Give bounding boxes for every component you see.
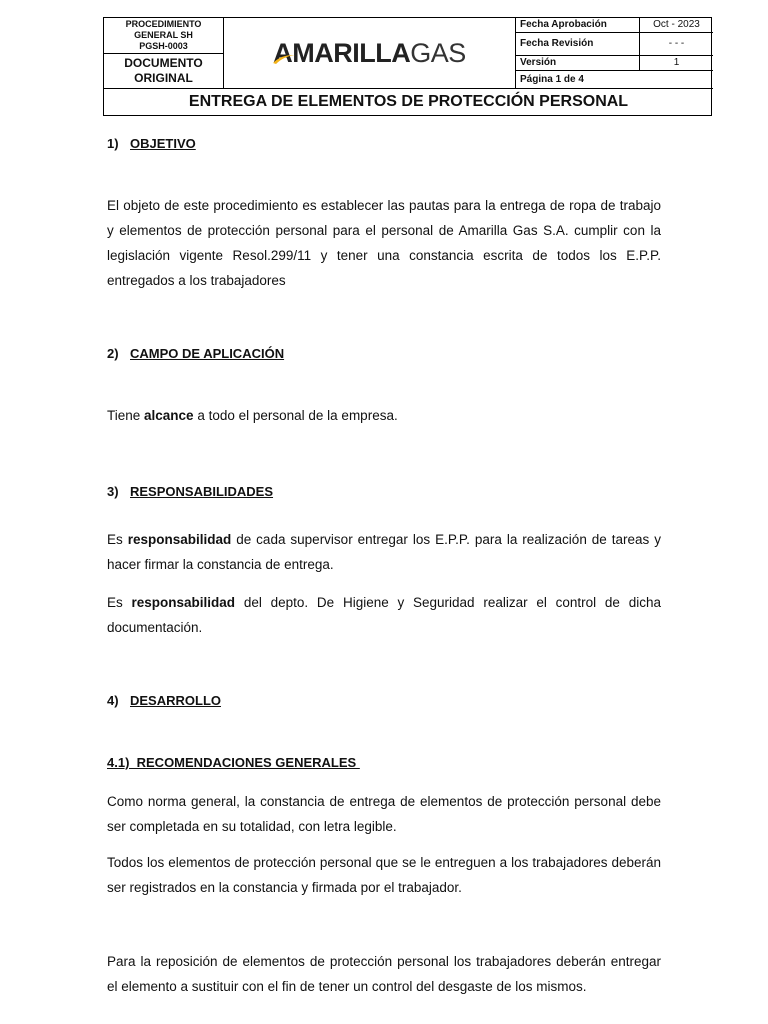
recomendaciones-paragraph-3: Para la reposición de elementos de protección personal los trabajadores deberán entregar el elemento a sustituir con el fin de tener un control del desgaste de los mismos. (107, 954, 661, 994)
recomendaciones-paragraph-1: Como norma general, la constancia de entrega de elementos de protección personal debe ser completada en su totalidad, con letra legible. (107, 794, 661, 834)
section-heading-desarrollo (107, 693, 221, 708)
section-title: CAMPO DE APLICACIÓN (130, 346, 285, 361)
logo-text-light: GAS (410, 37, 466, 68)
section-title: OBJETIVO (130, 136, 196, 151)
objetivo-paragraph: El objeto de este procedimiento es establecer las pautas para la entrega de ropa de trabajo y elementos de protección personal para el personal de Amarilla Gas S.A. cumplir con la legislación vigente Resol.299/11 y tener una constancia escrita de todos los E.P.P. entregados a los trabajadores (107, 198, 661, 288)
campo-paragraph (107, 403, 661, 428)
logo-wordmark (273, 37, 466, 68)
section-number: 2) (107, 346, 119, 361)
approval-date-value: Oct - 2023 (640, 18, 713, 33)
section-number: 4) (107, 693, 119, 708)
version-label: Versión (516, 56, 640, 71)
text-run: Tiene (107, 408, 145, 423)
bold-term: responsabilidad (131, 595, 236, 610)
text-run: del depto. De Higiene y Seguridad realizar el control de dicha documentación. (107, 595, 661, 635)
section-number: 1) (107, 136, 119, 151)
procedure-line-3: PGSH-0003 (139, 41, 188, 51)
section-title: RESPONSABILIDADES (130, 484, 274, 499)
section-title: DESARROLLO (130, 693, 221, 708)
text-run: Es (107, 595, 132, 610)
procedure-line-1: PROCEDIMIENTO (125, 19, 202, 29)
revision-date-label: Fecha Revisión (516, 33, 640, 56)
section-heading-responsabilidades (107, 484, 273, 499)
doc-type-line-2: ORIGINAL (134, 71, 193, 85)
approval-date-label: Fecha Aprobación (516, 18, 640, 33)
text-run: a todo el personal de la empresa. (193, 408, 398, 423)
subsection-heading-recomendaciones (107, 755, 360, 770)
document-type-cell (104, 54, 224, 89)
company-logo (224, 18, 516, 89)
recomendaciones-paragraph-2: Todos los elementos de protección personal que se le entreguen a los trabajadores deberán ser registrados en la constancia y firmada por el trabajador. (107, 855, 661, 895)
procedure-line-2: GENERAL SH (134, 30, 193, 40)
responsabilidades-paragraph-1 (107, 527, 661, 577)
responsabilidades-paragraph-2 (107, 590, 661, 640)
section-number: 3) (107, 484, 119, 499)
section-heading-campo (107, 346, 284, 361)
bold-term: responsabilidad (127, 532, 232, 547)
section-heading-objetivo (107, 136, 196, 151)
subsection-title: 4.1) RECOMENDACIONES GENERALES (107, 755, 360, 770)
logo-swoosh-icon (271, 43, 297, 65)
logo-text-bold: AMARILLA (273, 37, 411, 68)
text-run: Es (107, 532, 128, 547)
revision-date-value: - - - (640, 33, 713, 56)
bold-term: alcance (144, 408, 194, 423)
doc-type-line-1: DOCUMENTO (124, 56, 203, 70)
document-title: ENTREGA DE ELEMENTOS DE PROTECCIÓN PERSONAL (188, 93, 629, 110)
document-header (103, 17, 712, 116)
version-value: 1 (640, 56, 713, 71)
text-run: de cada supervisor entregar los E.P.P. para la realización de tareas y hacer firmar la constancia de entrega. (107, 532, 661, 572)
procedure-code-cell (104, 18, 224, 54)
page-number: Página 1 de 4 (516, 71, 713, 89)
